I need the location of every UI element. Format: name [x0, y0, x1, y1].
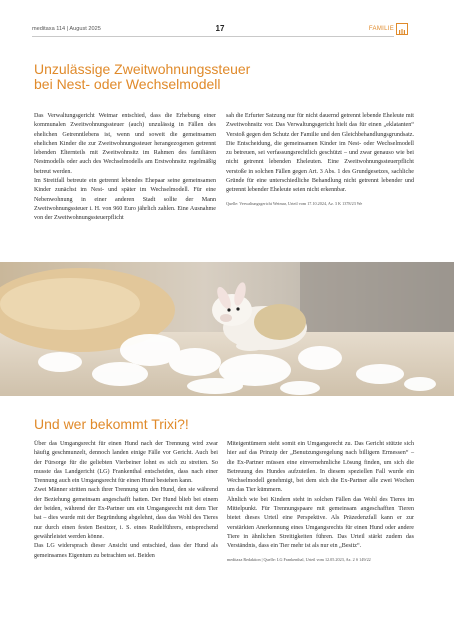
article1-title [34, 62, 250, 93]
paragraph: Im Streitfall betreute ein getrennt lebendes Ehepaar seine gemeinsamen Kinder zunächst im Nest- und später im Wechselmodell. Für eine Nebenwohnung in einer anderen Stadt sollte der Mann Zweitwohnungssteuer i. H. von 960 Euro jährlich zahlen. Eine Ausnahme von der Zweitwohnungssteuerpflicht [34, 178, 216, 222]
paragraph: Das Verwaltungsgericht Weimar entschied, dass die Erhebung einer kommunalen Zweitwohnungssteuer (auch) unzulässig in Fällen des ehelichen Getrenntlebens ist, wenn und soweit die gemeinsamen ehelichen Kinder die zur Zweitwohnungssteuer herangezogenen getrennt lebenden Elternteils mit Zweitwohnsitz im Rahmen des familiären Nestmodells oder auch des Wechselmodells am Erstwohnsitz regelmäßig betreut werden. [34, 113, 216, 175]
header-divider [32, 36, 394, 37]
page-header [32, 23, 408, 39]
bars-icon [397, 27, 407, 37]
article2-title: Und wer bekommt Trixi?! [34, 416, 189, 432]
article1-source: Quelle: Verwaltungsgericht Weimar, Urteil vom 17.10.2024, Az. 3 K 1378/23 We [226, 200, 363, 206]
dog-photo [0, 262, 454, 396]
article2-column-1 [34, 440, 218, 561]
article1-title-line2: bei Nest- oder Wechselmodell [34, 76, 221, 93]
article1-column-1 [34, 112, 216, 224]
paragraph: sah die Erfurter Satzung nur für nicht dauernd getrennt lebende Eheleute mit Zweitwohnsitz vor. Das Verwaltungsgericht hielt das für einen „eklatanten“ Verstoß gegen den Schutz der Familie und den Gleichbehandlungsgrundsatz. Die Entscheidung, die gemeinsamen Kinder im Nest- oder Wechselmodell zu betreuen, sei verfassungsrechtlich geschützt – und zwar genauso wie bei nicht getrennt lebenden Eheleuten. Eine Zweitwohnungssteuerpflicht verstoße in solchen Fällen gegen Art. 3 Abs. 1 des Grundgesetzes, sachliche Gründe für eine unterschiedliche Behandlung nicht getrennt lebender und getrennt lebender Eheleute seien nicht erkennbar. [226, 113, 414, 194]
article2-column-2 [227, 440, 414, 563]
paragraph: Zwei Männer stritten nach ihrer Trennung um den Hund, den sie während der Beziehung gemeinsam angeschafft hatten. Der Hund blieb bei einem der beiden, während der Ex-Partner um ein Umgangsrecht mit dem Tier bat – dies wurde mit der Begründung abgelehnt, dass das Wohl des Tieres nur durch einen festen Besitzer, i. S. eines Rudelführers, entsprechend gewährleistet werden könne. [34, 487, 218, 540]
article1-title-line1: Unzulässige Zweitwohnungssteuer [34, 61, 251, 77]
article2-source: meditaxa Redaktion | Quelle: LG Frankenthal, Urteil vom 12.05.2023, Az. 2 S 149/22 [227, 556, 371, 562]
article1-column-2 [226, 112, 414, 207]
paragraph: Miteigentümern steht somit ein Umgangsrecht zu. Das Gericht stützte sich hier auf das Prinzip der „Benutzungsregelung nach billigem Ermessen“ – die Ex-Partner müssen eine einvernehmliche Lösung finden, um sich die Betreuung des Hundes aufzuteilen. In diesem speziellen Fall wurde ein Wechselmodell genehmigt, bei dem sich die Ex-Partner alle zwei Wochen um das Tier kümmern. [227, 441, 414, 494]
page-number: 17 [215, 24, 225, 33]
paragraph: Das LG widersprach dieser Ansicht und entschied, dass der Hund als gemeinsames Eigentum zu betrachten sei. Beiden [34, 543, 218, 559]
issue-meta: meditaxa 114 | August 2025 [32, 26, 101, 32]
section-label: FAMILIE [368, 26, 394, 32]
paragraph: Über das Umgangsrecht für einen Hund nach der Trennung wird zwar häufig geschmunzelt, dennoch landen einige Fälle vor Gericht. Auch bei der Fürsorge für die geliebten Vierbeiner lohnt es sich zu streiten. So musste das Landgericht (LG) Frankenthal entscheiden, dass nach einer Trennung auch ein Umgangsrecht für einen Hund bestehen kann. [34, 441, 218, 485]
section-logo-icon [396, 23, 408, 35]
paragraph: Ähnlich wie bei Kindern steht in solchen Fällen das Wohl des Tieres im Mittelpunkt. Für Trennungspaare mit gemeinsam angeschafften Tieren bietet dieses Urteil eine Perspektive. Als Präzedenzfall kann er zur verstärkten Anerkennung eines Umgangsrechts für einen Hund oder andere Tiere in ähnlichen Streitigkeiten führen. Das Urteil stärkt zudem das Verständnis, dass ein Tier mehr ist als nur ein „Besitz“. [227, 496, 414, 550]
dog-photo-icon [0, 262, 454, 396]
